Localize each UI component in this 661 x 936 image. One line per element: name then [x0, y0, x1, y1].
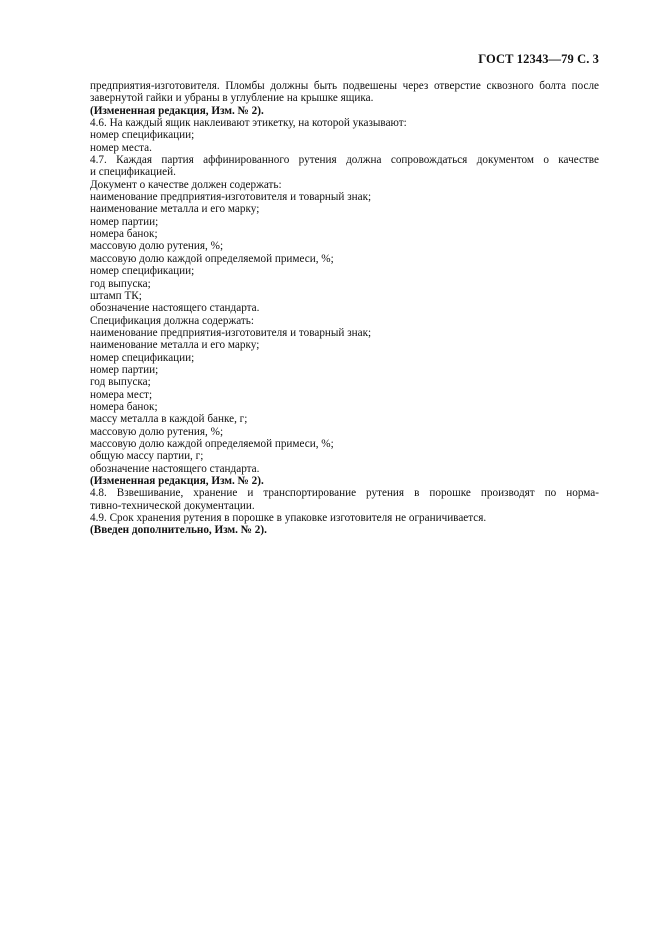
text-line: обозначение настоящего стандарта. — [90, 302, 260, 315]
text-line: 4.8. Взвешивание, хранение и транспортирование рутения в порошке производят по норма- — [90, 487, 599, 500]
text-line: массу металла в каждой банке, г; — [90, 413, 248, 426]
text-line: номера банок; — [90, 228, 158, 241]
text-line: наименование металла и его марку; — [90, 203, 260, 216]
text-line: завернутой гайки и убраны в углубление на крышке ящика. — [90, 92, 374, 105]
text-line: номер партии; — [90, 363, 159, 376]
text-line: тивно-технической документации. — [90, 499, 255, 512]
text-line: наименование предприятия-изготовителя и товарный знак; — [90, 326, 372, 339]
text-line: номер места. — [90, 141, 152, 154]
text-line: предприятия-изготовителя. Пломбы должны быть подвешены через отверстие сквозного болта после — [90, 80, 599, 92]
text-line: массовую долю каждой определяемой примеси, %; — [90, 437, 334, 450]
text-line: номера мест; — [90, 388, 153, 401]
text-line: и спецификацией. — [90, 166, 176, 179]
text-line: 4.9. Срок хранения рутения в порошке в упаковке изготовителя не ограничивается. — [90, 512, 487, 525]
text-line: обозначение настоящего стандарта. — [90, 462, 260, 475]
text-line: штамп ТК; — [90, 289, 142, 302]
text-line: общую массу партии, г; — [90, 450, 204, 463]
text-line: год выпуска; — [90, 277, 151, 290]
page-header: ГОСТ 12343—79 С. 3 — [478, 52, 599, 66]
text-line: массовую долю рутения, %; — [90, 240, 224, 253]
amendment-note: (Введен дополнительно, Изм. № 2). — [90, 524, 267, 537]
amendment-note: (Измененная редакция, Изм. № 2). — [90, 475, 264, 487]
text-line: Спецификация должна содержать: — [90, 314, 254, 327]
text-line: номер спецификации; — [90, 129, 195, 142]
text-line: 4.6. На каждый ящик наклеивают этикетку, на которой указывают: — [90, 117, 407, 130]
text-line: номер спецификации; — [90, 351, 195, 364]
amendment-note: (Измененная редакция, Изм. № 2). — [90, 104, 264, 117]
document-body — [90, 80, 599, 537]
text-line: наименование предприятия-изготовителя и товарный знак; — [90, 191, 372, 204]
text-line: 4.7. Каждая партия аффинированного рутения должна сопровождаться документом о качестве — [90, 154, 599, 167]
text-line: наименование металла и его марку; — [90, 339, 260, 352]
text-line: Документ о качестве должен содержать: — [90, 178, 282, 191]
text-line: номера банок; — [90, 400, 158, 413]
text-line: номер спецификации; — [90, 265, 195, 278]
text-line: массовую долю каждой определяемой примеси, %; — [90, 252, 334, 265]
text-line: год выпуска; — [90, 376, 151, 389]
text-line: номер партии; — [90, 215, 159, 228]
text-line: массовую долю рутения, %; — [90, 425, 224, 438]
